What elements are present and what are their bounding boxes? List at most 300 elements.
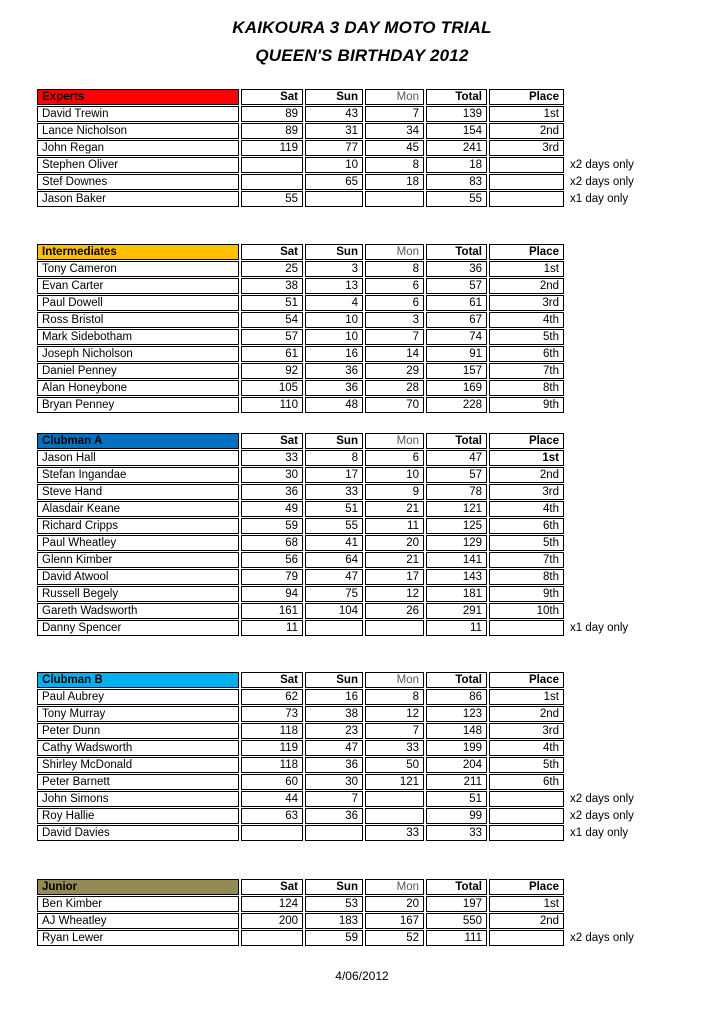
score-sat: 59 xyxy=(241,518,303,534)
score-mon: 34 xyxy=(365,123,424,139)
note-cell xyxy=(566,501,661,517)
rider-name: Evan Carter xyxy=(37,278,239,294)
rider-name: Paul Wheatley xyxy=(37,535,239,551)
rider-name: Cathy Wadsworth xyxy=(37,740,239,756)
score-mon: 8 xyxy=(365,261,424,277)
table-row xyxy=(37,569,661,585)
note-cell xyxy=(566,603,661,619)
rider-name: Daniel Penney xyxy=(37,363,239,379)
score-mon: 167 xyxy=(365,913,424,929)
rider-name: Jason Baker xyxy=(37,191,239,207)
place-cell: 8th xyxy=(489,569,564,585)
table-row xyxy=(37,706,661,722)
column-header-sat: Sat xyxy=(241,672,303,688)
score-sat: 33 xyxy=(241,450,303,466)
category-header: Clubman B xyxy=(37,672,239,688)
score-sun: 65 xyxy=(305,174,363,190)
score-sat: 89 xyxy=(241,106,303,122)
table-row xyxy=(37,467,661,483)
score-total: 57 xyxy=(426,467,487,483)
table-row xyxy=(37,363,661,379)
note-cell xyxy=(566,261,661,277)
score-sat: 105 xyxy=(241,380,303,396)
note-cell xyxy=(566,896,661,912)
table-row xyxy=(37,174,661,190)
note-cell xyxy=(566,518,661,534)
score-mon: 8 xyxy=(365,157,424,173)
rider-name: AJ Wheatley xyxy=(37,913,239,929)
note-cell: x1 day only xyxy=(570,193,629,205)
column-header-mon: Mon xyxy=(365,672,424,688)
place-cell xyxy=(489,620,564,636)
score-total: 61 xyxy=(426,295,487,311)
column-header-place: Place xyxy=(489,433,564,449)
column-header-place: Place xyxy=(489,244,564,260)
column-header-mon: Mon xyxy=(365,433,424,449)
column-header-sat: Sat xyxy=(241,89,303,105)
table-row xyxy=(37,620,661,636)
place-cell xyxy=(489,930,564,946)
score-sat: 119 xyxy=(241,140,303,156)
score-mon: 10 xyxy=(365,467,424,483)
score-mon: 70 xyxy=(365,397,424,413)
note-cell xyxy=(566,140,661,156)
page-title: KAIKOURA 3 DAY MOTO TRIAL xyxy=(232,18,492,37)
score-total: 123 xyxy=(426,706,487,722)
rider-name: Paul Dowell xyxy=(37,295,239,311)
place-cell: 4th xyxy=(489,501,564,517)
score-sat: 61 xyxy=(241,346,303,362)
rider-name: Mark Sidebotham xyxy=(37,329,239,345)
score-sat xyxy=(241,825,303,841)
score-sat: 56 xyxy=(241,552,303,568)
score-sat: 25 xyxy=(241,261,303,277)
score-mon: 3 xyxy=(365,312,424,328)
title-block xyxy=(0,0,724,70)
footer-date: 4/06/2012 xyxy=(335,969,389,983)
score-sun: 10 xyxy=(305,329,363,345)
score-sun: 41 xyxy=(305,535,363,551)
place-cell: 1st xyxy=(489,896,564,912)
place-cell: 2nd xyxy=(489,467,564,483)
place-cell xyxy=(489,157,564,173)
note-cell xyxy=(566,329,661,345)
score-total: 86 xyxy=(426,689,487,705)
category-block xyxy=(35,432,724,637)
rider-name: David Atwool xyxy=(37,569,239,585)
place-cell: 9th xyxy=(489,586,564,602)
note-cell xyxy=(566,535,661,551)
score-total: 78 xyxy=(426,484,487,500)
place-cell xyxy=(489,791,564,807)
place-cell: 2nd xyxy=(489,278,564,294)
score-sat: 51 xyxy=(241,295,303,311)
rider-name: Jason Hall xyxy=(37,450,239,466)
score-mon: 11 xyxy=(365,518,424,534)
results-table xyxy=(35,671,663,842)
score-total: 197 xyxy=(426,896,487,912)
score-sun: 3 xyxy=(305,261,363,277)
place-cell xyxy=(489,174,564,190)
score-total: 11 xyxy=(426,620,487,636)
rider-name: Bryan Penney xyxy=(37,397,239,413)
score-mon xyxy=(365,191,424,207)
place-cell: 1st xyxy=(489,689,564,705)
table-header-row xyxy=(37,89,661,105)
rider-name: Ryan Lewer xyxy=(37,930,239,946)
score-total: 228 xyxy=(426,397,487,413)
table-header-row xyxy=(37,433,661,449)
table-header-row xyxy=(37,879,661,895)
place-cell: 10th xyxy=(489,603,564,619)
score-mon: 26 xyxy=(365,603,424,619)
rider-name: Ross Bristol xyxy=(37,312,239,328)
note-cell xyxy=(566,586,661,602)
note-cell xyxy=(566,312,661,328)
rider-name: Alan Honeybone xyxy=(37,380,239,396)
score-total: 139 xyxy=(426,106,487,122)
table-row xyxy=(37,346,661,362)
table-row xyxy=(37,586,661,602)
score-sun: 8 xyxy=(305,450,363,466)
score-total: 169 xyxy=(426,380,487,396)
score-mon: 33 xyxy=(365,825,424,841)
table-row xyxy=(37,380,661,396)
score-sat: 124 xyxy=(241,896,303,912)
score-total: 91 xyxy=(426,346,487,362)
tables-container xyxy=(35,88,724,947)
place-cell: 4th xyxy=(489,740,564,756)
score-sun: 51 xyxy=(305,501,363,517)
place-cell: 3rd xyxy=(489,140,564,156)
score-sat: 92 xyxy=(241,363,303,379)
score-sun: 36 xyxy=(305,808,363,824)
table-row xyxy=(37,191,661,207)
rider-name: Roy Hallie xyxy=(37,808,239,824)
note-cell: x1 day only xyxy=(570,827,629,839)
note-cell xyxy=(566,244,661,260)
score-sun: 43 xyxy=(305,106,363,122)
score-sun: 30 xyxy=(305,774,363,790)
column-header-mon: Mon xyxy=(365,879,424,895)
column-header-total: Total xyxy=(426,672,487,688)
rider-name: Paul Aubrey xyxy=(37,689,239,705)
table-row xyxy=(37,774,661,790)
score-sat: 38 xyxy=(241,278,303,294)
rider-name: Shirley McDonald xyxy=(37,757,239,773)
score-sun: 64 xyxy=(305,552,363,568)
note-cell xyxy=(566,295,661,311)
score-sun: 16 xyxy=(305,346,363,362)
table-row xyxy=(37,140,661,156)
column-header-mon: Mon xyxy=(365,244,424,260)
note-cell xyxy=(566,706,661,722)
score-mon: 14 xyxy=(365,346,424,362)
score-sun: 47 xyxy=(305,569,363,585)
score-sat: 49 xyxy=(241,501,303,517)
table-header-row xyxy=(37,244,661,260)
score-mon: 7 xyxy=(365,106,424,122)
table-row xyxy=(37,397,661,413)
place-cell: 2nd xyxy=(489,706,564,722)
rider-name: Richard Cripps xyxy=(37,518,239,534)
note-cell xyxy=(566,89,661,105)
place-cell: 7th xyxy=(489,363,564,379)
table-row xyxy=(37,123,661,139)
table-row xyxy=(37,740,661,756)
rider-name: Tony Cameron xyxy=(37,261,239,277)
score-sun: 38 xyxy=(305,706,363,722)
score-total: 241 xyxy=(426,140,487,156)
note-cell: x2 days only xyxy=(570,159,634,171)
score-mon: 21 xyxy=(365,501,424,517)
score-sun: 104 xyxy=(305,603,363,619)
table-row xyxy=(37,757,661,773)
score-sat: 55 xyxy=(241,191,303,207)
score-total: 211 xyxy=(426,774,487,790)
score-mon: 6 xyxy=(365,450,424,466)
score-sun xyxy=(305,620,363,636)
column-header-total: Total xyxy=(426,244,487,260)
score-sat: 44 xyxy=(241,791,303,807)
score-sun: 33 xyxy=(305,484,363,500)
score-sat xyxy=(241,157,303,173)
note-cell xyxy=(566,569,661,585)
note-cell xyxy=(566,879,661,895)
place-cell: 7th xyxy=(489,552,564,568)
table-row xyxy=(37,723,661,739)
table-row xyxy=(37,896,661,912)
rider-name: Peter Barnett xyxy=(37,774,239,790)
rider-name: David Trewin xyxy=(37,106,239,122)
score-mon: 28 xyxy=(365,380,424,396)
note-cell xyxy=(566,723,661,739)
score-total: 141 xyxy=(426,552,487,568)
place-cell: 5th xyxy=(489,757,564,773)
place-cell: 9th xyxy=(489,397,564,413)
category-block xyxy=(35,88,724,208)
place-cell: 3rd xyxy=(489,723,564,739)
score-sat: 118 xyxy=(241,757,303,773)
score-sun: 77 xyxy=(305,140,363,156)
table-row xyxy=(37,825,661,841)
score-total: 67 xyxy=(426,312,487,328)
score-sat: 54 xyxy=(241,312,303,328)
column-header-sun: Sun xyxy=(305,879,363,895)
score-total: 143 xyxy=(426,569,487,585)
note-cell xyxy=(566,484,661,500)
score-total: 83 xyxy=(426,174,487,190)
rider-name: Ben Kimber xyxy=(37,896,239,912)
rider-name: Steve Hand xyxy=(37,484,239,500)
score-total: 550 xyxy=(426,913,487,929)
score-sat: 68 xyxy=(241,535,303,551)
column-header-total: Total xyxy=(426,89,487,105)
note-cell xyxy=(566,106,661,122)
score-total: 51 xyxy=(426,791,487,807)
column-header-mon: Mon xyxy=(365,89,424,105)
score-total: 47 xyxy=(426,450,487,466)
rider-name: John Simons xyxy=(37,791,239,807)
page-subtitle: QUEEN'S BIRTHDAY 2012 xyxy=(255,46,469,65)
score-mon: 29 xyxy=(365,363,424,379)
score-sun: 31 xyxy=(305,123,363,139)
score-mon: 17 xyxy=(365,569,424,585)
results-table xyxy=(35,88,663,208)
column-header-place: Place xyxy=(489,672,564,688)
place-cell: 1st xyxy=(489,450,564,466)
score-sat: 110 xyxy=(241,397,303,413)
score-mon xyxy=(365,791,424,807)
score-total: 36 xyxy=(426,261,487,277)
score-sat: 36 xyxy=(241,484,303,500)
score-total: 291 xyxy=(426,603,487,619)
note-cell xyxy=(566,278,661,294)
score-mon: 6 xyxy=(365,295,424,311)
score-sun: 10 xyxy=(305,157,363,173)
score-sun xyxy=(305,825,363,841)
note-cell xyxy=(566,450,661,466)
score-total: 129 xyxy=(426,535,487,551)
place-cell: 6th xyxy=(489,346,564,362)
note-cell: x2 days only xyxy=(570,176,634,188)
score-sun: 55 xyxy=(305,518,363,534)
category-header: Clubman A xyxy=(37,433,239,449)
category-header: Intermediates xyxy=(37,244,239,260)
score-sun: 10 xyxy=(305,312,363,328)
column-header-sun: Sun xyxy=(305,89,363,105)
place-cell: 2nd xyxy=(489,123,564,139)
score-mon: 20 xyxy=(365,535,424,551)
rider-name: Tony Murray xyxy=(37,706,239,722)
table-row xyxy=(37,603,661,619)
category-header: Junior xyxy=(37,879,239,895)
score-sun: 48 xyxy=(305,397,363,413)
score-total: 99 xyxy=(426,808,487,824)
place-cell xyxy=(489,825,564,841)
score-sat xyxy=(241,930,303,946)
score-mon: 6 xyxy=(365,278,424,294)
note-cell xyxy=(566,380,661,396)
rider-name: Joseph Nicholson xyxy=(37,346,239,362)
column-header-sat: Sat xyxy=(241,244,303,260)
note-cell: x2 days only xyxy=(570,810,634,822)
score-sat: 73 xyxy=(241,706,303,722)
score-total: 125 xyxy=(426,518,487,534)
score-total: 181 xyxy=(426,586,487,602)
score-total: 154 xyxy=(426,123,487,139)
place-cell: 1st xyxy=(489,261,564,277)
table-row xyxy=(37,312,661,328)
score-sat: 200 xyxy=(241,913,303,929)
column-header-total: Total xyxy=(426,879,487,895)
score-sat: 60 xyxy=(241,774,303,790)
score-sat: 30 xyxy=(241,467,303,483)
place-cell: 8th xyxy=(489,380,564,396)
note-cell xyxy=(566,363,661,379)
score-total: 57 xyxy=(426,278,487,294)
score-sun: 75 xyxy=(305,586,363,602)
category-block xyxy=(35,878,724,947)
table-row xyxy=(37,913,661,929)
score-sun xyxy=(305,191,363,207)
column-header-sun: Sun xyxy=(305,672,363,688)
score-mon xyxy=(365,808,424,824)
place-cell: 1st xyxy=(489,106,564,122)
place-cell: 5th xyxy=(489,329,564,345)
score-mon: 9 xyxy=(365,484,424,500)
score-mon: 45 xyxy=(365,140,424,156)
score-mon: 12 xyxy=(365,706,424,722)
table-row xyxy=(37,484,661,500)
category-block xyxy=(35,243,724,414)
column-header-place: Place xyxy=(489,89,564,105)
score-mon: 12 xyxy=(365,586,424,602)
note-cell xyxy=(566,433,661,449)
table-row xyxy=(37,106,661,122)
note-cell: x2 days only xyxy=(570,793,634,805)
rider-name: Lance Nicholson xyxy=(37,123,239,139)
score-sat xyxy=(241,174,303,190)
note-cell xyxy=(566,774,661,790)
results-table xyxy=(35,432,663,637)
table-row xyxy=(37,791,661,807)
score-mon: 7 xyxy=(365,723,424,739)
rider-name: John Regan xyxy=(37,140,239,156)
note-cell xyxy=(566,467,661,483)
table-row xyxy=(37,157,661,173)
note-cell xyxy=(566,346,661,362)
score-mon: 21 xyxy=(365,552,424,568)
table-row xyxy=(37,689,661,705)
score-total: 111 xyxy=(426,930,487,946)
note-cell xyxy=(566,689,661,705)
rider-name: Danny Spencer xyxy=(37,620,239,636)
rider-name: Glenn Kimber xyxy=(37,552,239,568)
score-mon: 18 xyxy=(365,174,424,190)
score-sat: 62 xyxy=(241,689,303,705)
score-sun: 17 xyxy=(305,467,363,483)
table-row xyxy=(37,808,661,824)
column-header-total: Total xyxy=(426,433,487,449)
score-mon: 7 xyxy=(365,329,424,345)
note-cell xyxy=(566,123,661,139)
score-sun: 7 xyxy=(305,791,363,807)
note-cell xyxy=(566,740,661,756)
score-total: 74 xyxy=(426,329,487,345)
rider-name: Stefan Ingandae xyxy=(37,467,239,483)
score-sat: 94 xyxy=(241,586,303,602)
note-cell xyxy=(566,552,661,568)
score-sat: 63 xyxy=(241,808,303,824)
category-header: Experts xyxy=(37,89,239,105)
rider-name: Alasdair Keane xyxy=(37,501,239,517)
note-cell xyxy=(566,397,661,413)
note-cell xyxy=(566,672,661,688)
score-mon: 8 xyxy=(365,689,424,705)
table-row xyxy=(37,329,661,345)
score-mon: 121 xyxy=(365,774,424,790)
score-sun: 16 xyxy=(305,689,363,705)
score-sun: 23 xyxy=(305,723,363,739)
score-mon: 50 xyxy=(365,757,424,773)
score-total: 148 xyxy=(426,723,487,739)
rider-name: Stef Downes xyxy=(37,174,239,190)
column-header-sun: Sun xyxy=(305,433,363,449)
score-total: 199 xyxy=(426,740,487,756)
results-table xyxy=(35,878,663,947)
score-total: 121 xyxy=(426,501,487,517)
